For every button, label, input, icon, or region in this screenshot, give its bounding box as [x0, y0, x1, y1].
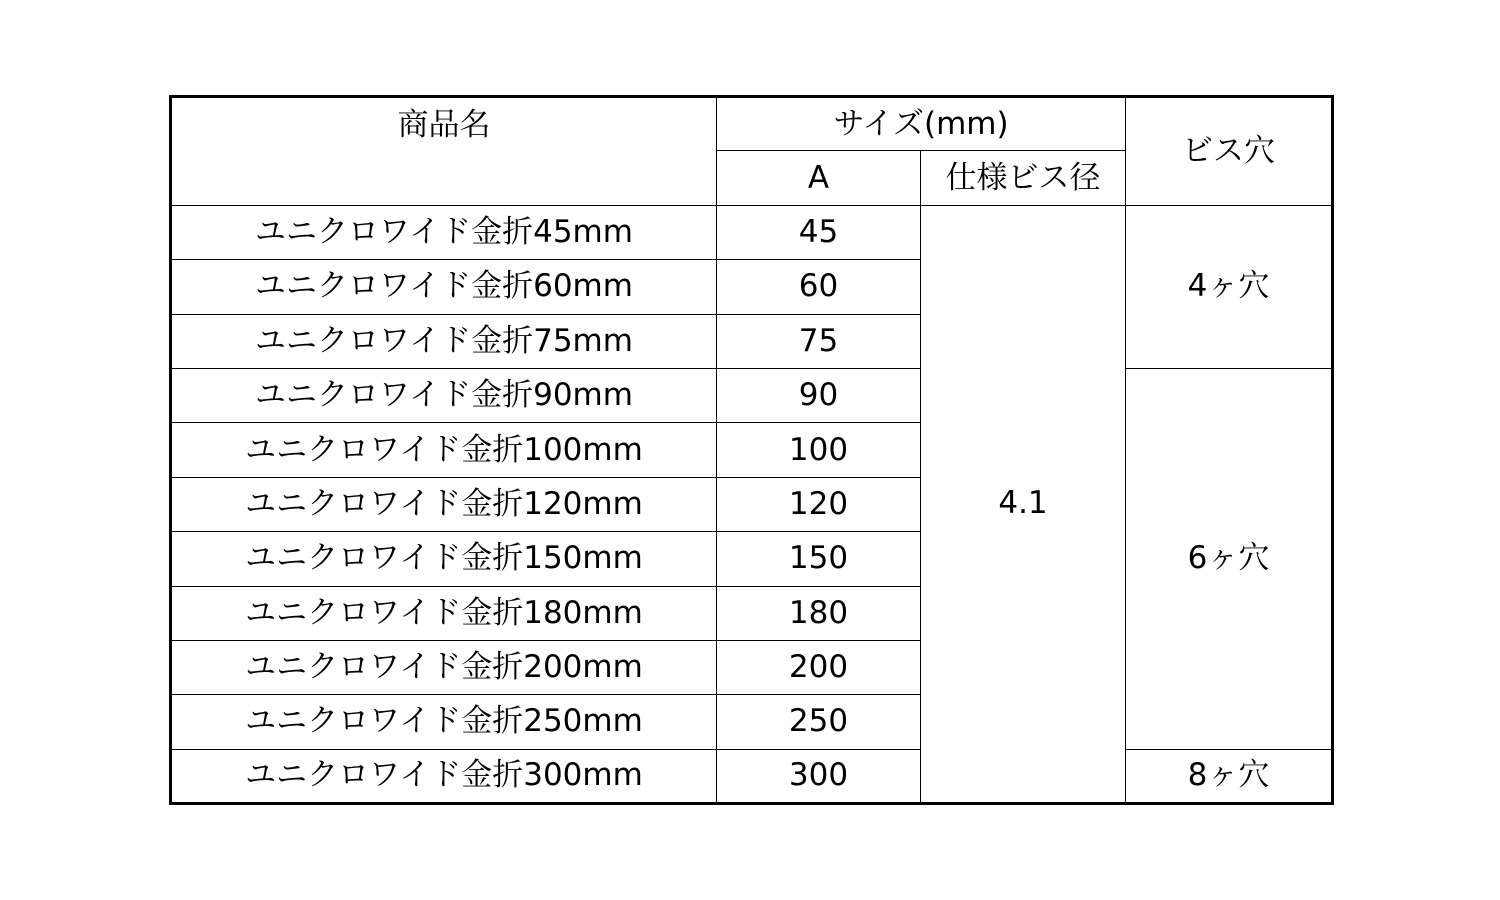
product-name-cell: ユニクロワイド金折200mm [171, 640, 717, 694]
size-a-cell: 250 [717, 695, 921, 749]
product-name-cell: ユニクロワイド金折300mm [171, 749, 717, 803]
table-row [171, 205, 1333, 259]
spec-table-header [171, 97, 1333, 206]
size-group-header: サイズ(mm) [717, 97, 1126, 151]
table-row [171, 749, 1333, 803]
size-a-cell: 60 [717, 260, 921, 314]
product-name-cell: ユニクロワイド金折120mm [171, 477, 717, 531]
header-row [171, 97, 1333, 151]
product-name-cell: ユニクロワイド金折180mm [171, 586, 717, 640]
spec-table [169, 95, 1334, 805]
size-a-cell: 150 [717, 532, 921, 586]
size-a-cell: 200 [717, 640, 921, 694]
product-name-cell: ユニクロワイド金折90mm [171, 368, 717, 422]
size-a-cell: 100 [717, 423, 921, 477]
size-a-cell: 75 [717, 314, 921, 368]
size-a-cell: 90 [717, 368, 921, 422]
product-name-cell: ユニクロワイド金折250mm [171, 695, 717, 749]
size-a-cell: 45 [717, 205, 921, 259]
table-row [171, 368, 1333, 422]
screw-holes-header: ビス穴 [1126, 97, 1333, 206]
size-a-cell: 120 [717, 477, 921, 531]
size-a-cell: 180 [717, 586, 921, 640]
screw-holes-cell: 8ヶ穴 [1126, 749, 1333, 803]
screw-holes-cell: 4ヶ穴 [1126, 205, 1333, 368]
a-header: A [717, 151, 921, 205]
size-a-cell: 300 [717, 749, 921, 803]
product-name-cell: ユニクロワイド金折75mm [171, 314, 717, 368]
screw-diameter-cell: 4.1 [921, 205, 1126, 803]
screw-diameter-header: 仕様ビス径 [921, 151, 1126, 205]
product-name-cell: ユニクロワイド金折45mm [171, 205, 717, 259]
product-name-cell: ユニクロワイド金折60mm [171, 260, 717, 314]
product-name-cell: ユニクロワイド金折100mm [171, 423, 717, 477]
spec-table-body [171, 205, 1333, 803]
product-name-header: 商品名 [171, 97, 717, 206]
screw-holes-cell: 6ヶ穴 [1126, 368, 1333, 749]
product-name-cell: ユニクロワイド金折150mm [171, 532, 717, 586]
